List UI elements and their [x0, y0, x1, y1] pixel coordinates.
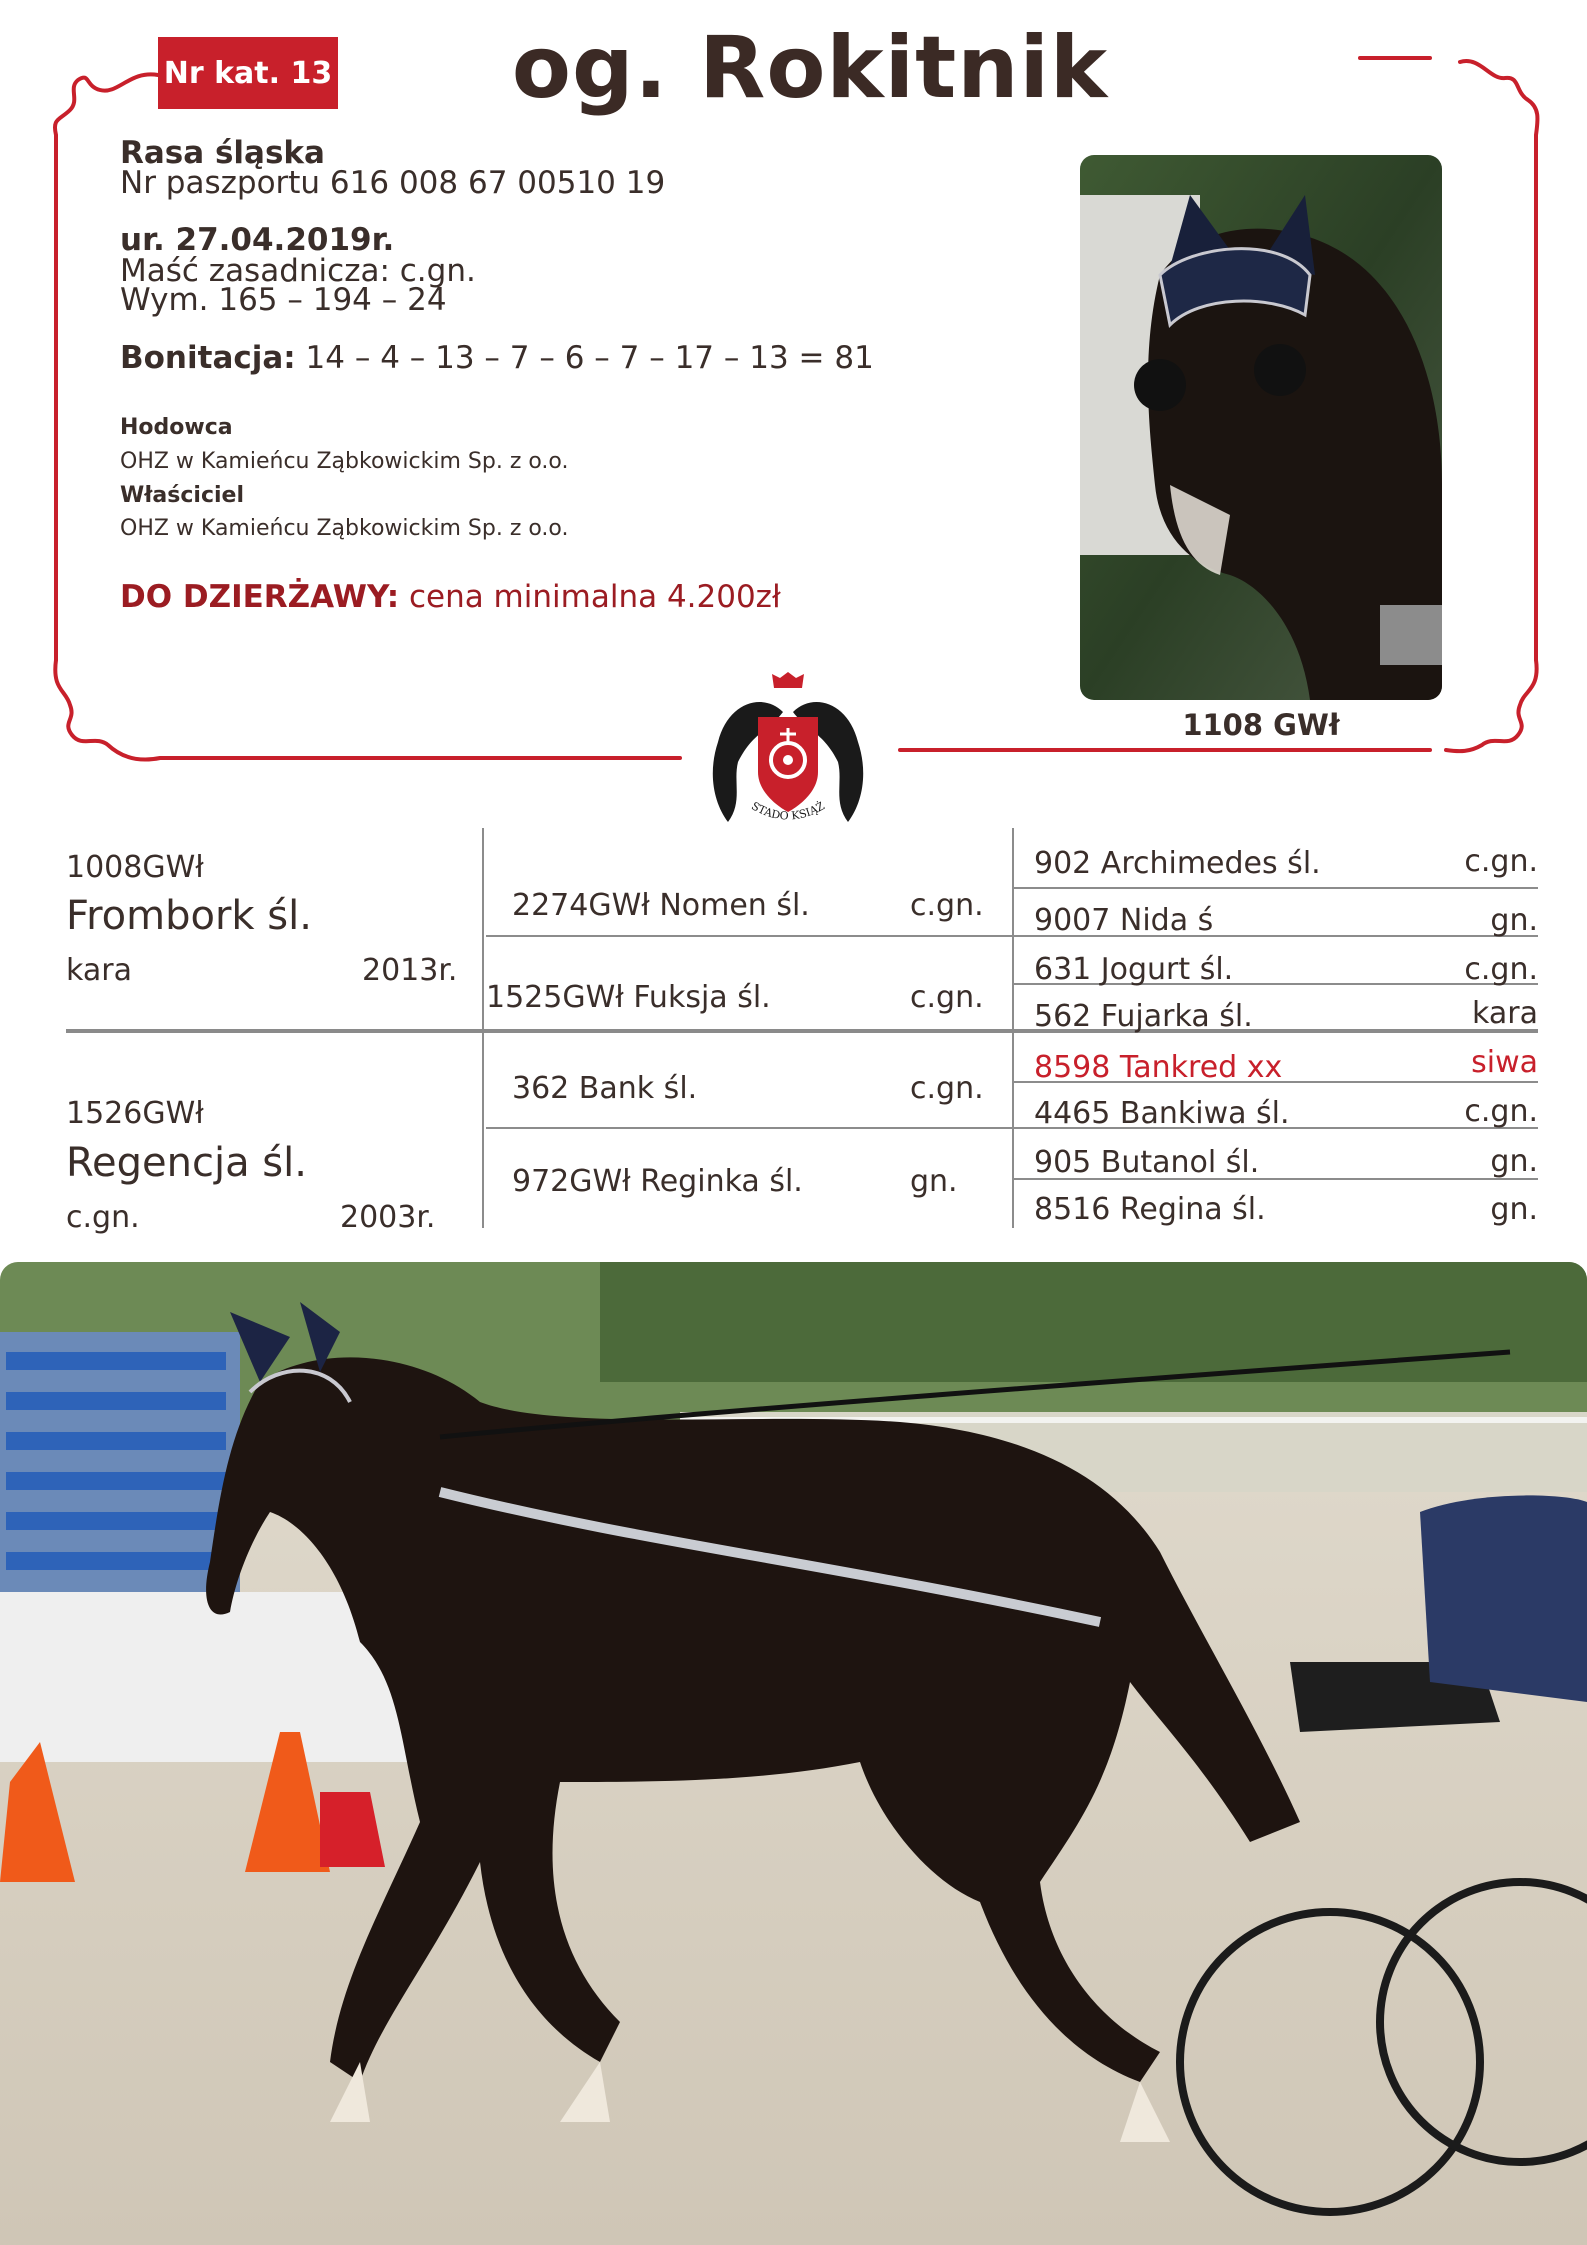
- gen3-color: c.gn.: [1464, 1094, 1538, 1129]
- gen3-name: 4465 Bankiwa śl.: [1034, 1096, 1290, 1131]
- gen3-color: gn.: [1490, 1144, 1538, 1179]
- horse-driving-photo: [0, 1262, 1587, 2245]
- stud-logo: [708, 672, 868, 832]
- birth-date: ur. 27.04.2019r.: [120, 222, 395, 258]
- passport-number: Nr paszportu 616 008 67 00510 19: [120, 165, 666, 201]
- sire-color: kara: [66, 953, 132, 988]
- gen2-color: c.gn.: [910, 1071, 984, 1106]
- gen3-color: kara: [1472, 996, 1538, 1031]
- gen3-color: c.gn.: [1464, 952, 1538, 987]
- gen2-name: 2274GWł Nomen śl.: [512, 888, 810, 923]
- dam-reg: 1526GWł: [66, 1096, 204, 1131]
- gen3-color: gn.: [1490, 1192, 1538, 1227]
- breeder-label: Hodowca: [120, 415, 233, 440]
- gen3-color: gn.: [1490, 903, 1538, 938]
- horse-portrait-photo: [1080, 155, 1442, 700]
- gen2-name: 1525GWł Fuksja śl.: [486, 980, 771, 1015]
- gen3-name-highlight: 8598 Tankred xx: [1034, 1050, 1283, 1085]
- gen3-name: 905 Butanol śl.: [1034, 1145, 1260, 1180]
- gen2-name: 972GWł Reginka śl.: [512, 1164, 803, 1199]
- owner-value: OHZ w Kamieńcu Ząbkowickim Sp. z o.o.: [120, 516, 569, 541]
- breed-label: Rasa śląska: [120, 135, 325, 171]
- gen3-name: 8516 Regina śl.: [1034, 1192, 1266, 1227]
- gen3-name: 902 Archimedes śl.: [1034, 846, 1321, 881]
- logo-text: STADO KSIĄŻ: [749, 799, 827, 823]
- dam-year: 2003r.: [340, 1200, 436, 1235]
- photo-caption: 1108 GWł: [1182, 708, 1340, 742]
- sire-reg: 1008GWł: [66, 850, 204, 885]
- gen2-color: c.gn.: [910, 888, 984, 923]
- gen2-color: gn.: [910, 1164, 958, 1199]
- dam-name: Regencja śl.: [66, 1140, 307, 1186]
- sire-name: Frombork śl.: [66, 893, 312, 939]
- gen3-name: 562 Fujarka śl.: [1034, 999, 1253, 1034]
- gen3-name: 9007 Nida ś: [1034, 903, 1214, 938]
- breeder-value: OHZ w Kamieńcu Ząbkowickim Sp. z o.o.: [120, 449, 569, 474]
- owner-label: Właściciel: [120, 483, 244, 508]
- gen2-name: 362 Bank śl.: [512, 1071, 698, 1106]
- measurements: Wym. 165 – 194 – 24: [120, 282, 447, 318]
- coat-color: Maść zasadnicza: c.gn.: [120, 253, 476, 289]
- horse-name-title: og. Rokitnik: [511, 18, 1109, 118]
- dam-color: c.gn.: [66, 1200, 140, 1235]
- gen3-color-highlight: siwa: [1471, 1045, 1538, 1080]
- gen3-name: 631 Jogurt śl.: [1034, 952, 1234, 987]
- bonitation: Bonitacja: 14 – 4 – 13 – 7 – 6 – 7 – 17 – 13 = 81: [120, 340, 874, 376]
- sire-year: 2013r.: [362, 953, 458, 988]
- gen3-color: c.gn.: [1464, 844, 1538, 879]
- catalog-number-badge: Nr kat. 13: [158, 37, 338, 109]
- lease-price: DO DZIERŻAWY: cena minimalna 4.200zł: [120, 579, 781, 615]
- gen2-color: c.gn.: [910, 980, 984, 1015]
